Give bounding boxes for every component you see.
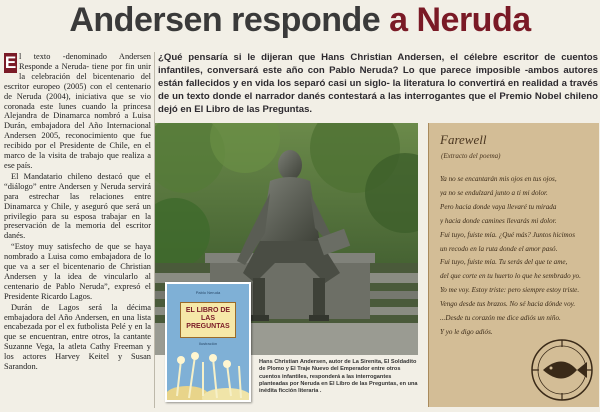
poem-line: y hacia donde camines llevarás mi dolor. (440, 216, 557, 225)
article-paragraph (4, 52, 151, 171)
paragraph-text: l texto -denominado Andersen Responde a Neruda- tiene por fin unir la celebración del bicentenario del escritor europeo (2005) con el centenario de Neruda (2004), iniciativa que se vio coronada este lunes cuando la princesa Alejandra de Dinamarca nombró a Luisa Durán, embajadora del Año Internacional Andersen 2005, reconocimiento que fue recibido por el Presidente de Chile, en el marco de la visita de trabajo que realiza a ese país. (4, 52, 151, 170)
headline-accent: a Neruda (389, 1, 531, 39)
fish-emblem (529, 337, 595, 403)
poem-line: ya no se endulzará junto a ti mi dolor. (440, 188, 548, 197)
poem-line: un recodo en la ruta donde el amor pasó. (440, 244, 558, 253)
poem-line: Vengo desde tus brazos. No sé hacia dónde voy. (440, 300, 576, 309)
book-author: Pablo Neruda (195, 290, 221, 295)
poem-line: Ya no se encantarán mis ojos en tus ojos, (440, 175, 557, 183)
poem-line: Fui tuyo, fuiste mía. ¿Qué más? Juntos hicimos (440, 230, 575, 239)
headline (0, 0, 600, 40)
article-paragraph: “Estoy muy satisfecho de que se haya nombrado a Luisa como embajadora de lo que va a ser el bicentenario de Christian Andersen y la idea de vincularlo al centenario de Pablo Neruda”, expresó el Presidente Ricardo Lagos. (4, 242, 151, 301)
article-body (4, 52, 151, 408)
poem-lines (440, 173, 596, 340)
poem-subtitle: (Extracto del poema) (441, 152, 501, 160)
poem-box (428, 123, 599, 407)
poem-line: Y yo le digo adiós. (440, 327, 493, 336)
drop-cap: E (4, 53, 17, 72)
book-title: EL LIBRO DE LAS PREGUNTAS (180, 302, 236, 338)
poem-line: ...Desde tu corazón me dice adiós un niño. (440, 314, 561, 323)
article-paragraph: Durán de Lagos será la décima embajadora del Año Andersen, en una lista encabezada por el ex futbolista Pelé y en la que se encuentran, entre otros, la cantante Suzanne Vega, la atleta Cathy Freeman y los actores Harvey Keitel y Susan Sarandon. (4, 302, 151, 372)
poem-title: Farewell (440, 132, 487, 147)
article-paragraph: El Mandatario chileno destacó que el “diálogo” entre Andersen y Neruda servirá para estrechar las relaciones entre Dinamarca y Chile, y aseguró que será un privilegio para su esposa trabajar en la preservación de la memoria del escritor danés. (4, 171, 151, 241)
book-illustration (167, 346, 249, 400)
book-subtitle: Ilustración (198, 341, 218, 346)
headline-main: Andersen responde (69, 1, 381, 39)
photo-caption: Hans Christian Andersen, autor de La Sirenita, El Soldadito de Plomo y El Traje Nuevo del Emperador entre otros cuentos infantiles, responderá a las interrogantes planteadas por Neruda en El Libro de las Preguntas, en una inédita ficción literaria . (259, 359, 418, 395)
intro-paragraph: ¿Qué pensaría si le dijeran que Hans Christian Andersen, el célebre escritor de cuentos infantiles, conversará este año con Pablo Neruda? Lo que parece imposible -ambos autores están fallecidos y en vida los separó casi un siglo- la literatura lo convertirá en realidad a través de un texto donde el narrador danés contestará a las interrogantes que el Premio Nobel chileno dejó en El Libro de las Preguntas. (158, 52, 598, 115)
poem-line: del que corte en tu huerto lo que he sembrado yo. (440, 272, 581, 281)
poem-line: Pero hacia donde vaya llevaré tu mirada (440, 202, 557, 211)
book-cover (165, 282, 251, 402)
poem-line: Yo me voy. Estoy triste: pero siempre estoy triste. (440, 286, 580, 295)
poem-line: Fui tuyo, fuiste mía. Tu serás del que te ame, (440, 258, 568, 267)
